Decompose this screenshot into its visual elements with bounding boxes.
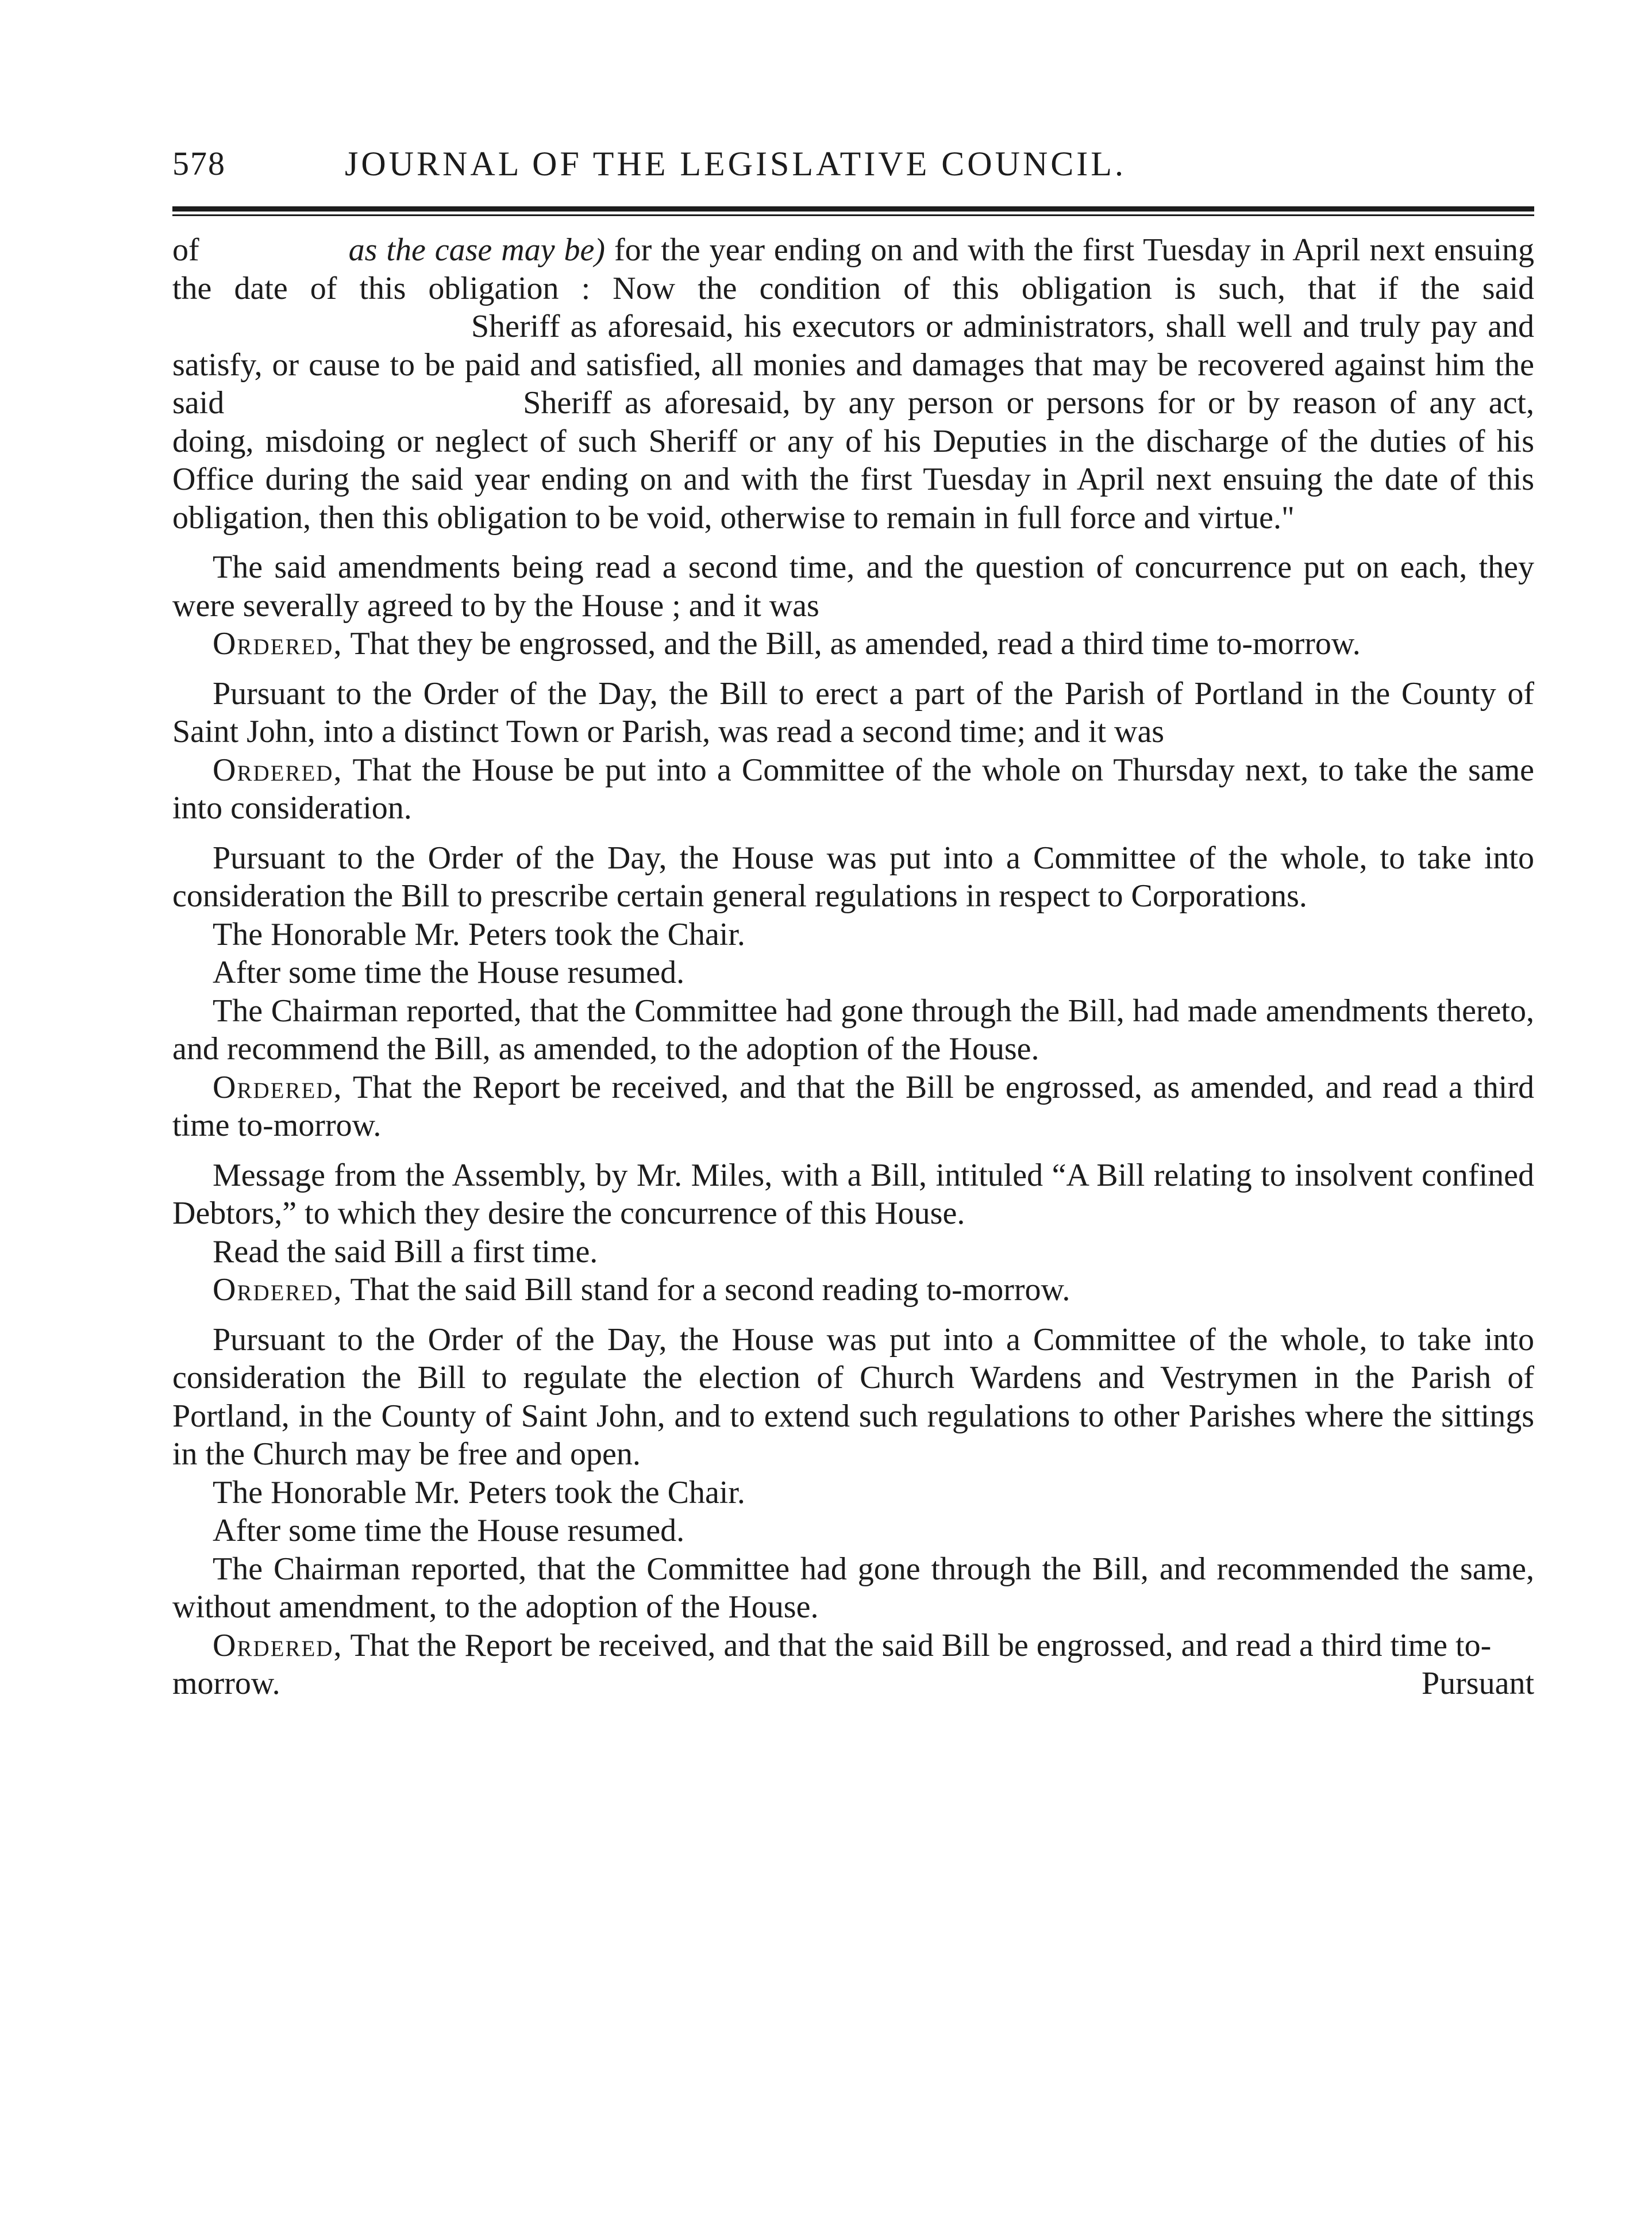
portland-parish-bill-paragraph: Pursuant to the Order of the Day, the Bill to erect a part of the Parish of Portland in the County of Saint John, into a distinct Town or Parish, was read a second time; and it was [172, 675, 1534, 749]
ordered-label: Ordered, [213, 1272, 343, 1308]
ordered-label: Ordered, [213, 1069, 343, 1105]
church-wardens-bill-paragraph: Pursuant to the Order of the Day, the House was put into a Committee of the whole, to take into consideration the Bill to regulate the election of Church Wardens and Vestrymen in the Parish of Portland, in the County of Saint John, and to extend such regulations to other Parishes where the sittings in the Church may be free and open. [172, 1321, 1534, 1472]
ordered-report-received: Ordered, That the Report be received, and that the Bill be engrossed, as amended, and read a third time to-morrow. [172, 1069, 1534, 1143]
journal-body [172, 231, 1534, 1703]
running-head [172, 141, 1534, 204]
chairman-report-paragraph: The Chairman reported, that the Committee had gone through the Bill, had made amendments thereto, and recommend the Bill, as amended, to the adoption of the House. [172, 993, 1534, 1067]
bond-start: of [172, 232, 199, 268]
ordered-label: Ordered, [213, 1627, 343, 1663]
bond-text-a: for the year ending on and with the first Tuesday in April next ensuing the date of this obligation : Now the condition of this obligation is such, that if the said [172, 232, 1535, 306]
ordered-third-reading: Ordered, That the Report be received, and that the said Bill be engrossed, and read a third time to-morrow. Pursuant [172, 1627, 1534, 1703]
chairman-report-paragraph: The Chairman reported, that the Committee had gone through the Bill, and recommended the same, without amendment, to the adoption of the House. [172, 1551, 1534, 1625]
ordered-engrossed: Ordered, That they be engrossed, and the Bill, as amended, read a third time to-morrow. [213, 626, 1361, 662]
house-resumed-line: After some time the House resumed. [213, 1513, 685, 1548]
ordered-committee-thursday: Ordered, That the House be put into a Committee of the whole on Thursday next, to take the same into consideration. [172, 752, 1534, 826]
chair-taken-line: The Honorable Mr. Peters took the Chair. [213, 916, 745, 952]
page-title: JOURNAL OF THE LEGISLATIVE COUNCIL. [345, 145, 1126, 183]
corporations-bill-paragraph: Pursuant to the Order of the Day, the House was put into a Committee of the whole, to take into consideration the Bill to prescribe certain general regulations in respect to Corporations. [172, 840, 1534, 914]
ordered-label: Ordered, [213, 626, 343, 662]
first-reading-line: Read the said Bill a first time. [213, 1233, 598, 1270]
header-rule [172, 206, 1534, 216]
assembly-message-paragraph: Message from the Assembly, by Mr. Miles, with a Bill, intituled “A Bill relating to insolvent confined Debtors,” to which they desire the concurrence of this House. [172, 1157, 1534, 1231]
ordered-second-reading: Ordered, That the said Bill stand for a second reading to-morrow. [213, 1272, 1070, 1308]
journal-page [172, 141, 1534, 1703]
amendments-paragraph: The said amendments being read a second time, and the question of concurrence put on each, they were severally agreed to by the House ; and it was [172, 549, 1534, 624]
ordered-label: Ordered, [213, 752, 343, 788]
bond-text-c: Sheriff as aforesaid, by any person or persons for or by reason of any act, doing, misdoing or neglect of such Sheriff or any of his Deputies in the discharge of the duties of his Office during the said year ending on and with the first Tuesday in April next ensuing the date of this obligation, then this obligation to be void, otherwise to remain in full force and virtue." [172, 385, 1534, 536]
bond-continuation-paragraph [172, 231, 1534, 537]
catchword: Pursuant [1422, 1666, 1534, 1701]
house-resumed-line: After some time the House resumed. [213, 955, 685, 990]
bond-italic-clause: as the case may be) [348, 232, 606, 268]
page-number: 578 [172, 145, 226, 182]
bond-text-b: Sheriff as aforesaid, his executors or administrators, shall well and truly pay and satisfy, or cause to be paid and satisfied, all monies and damages that may be recovered against him the said [172, 309, 1534, 421]
chair-taken-line: The Honorable Mr. Peters took the Chair. [213, 1474, 745, 1510]
